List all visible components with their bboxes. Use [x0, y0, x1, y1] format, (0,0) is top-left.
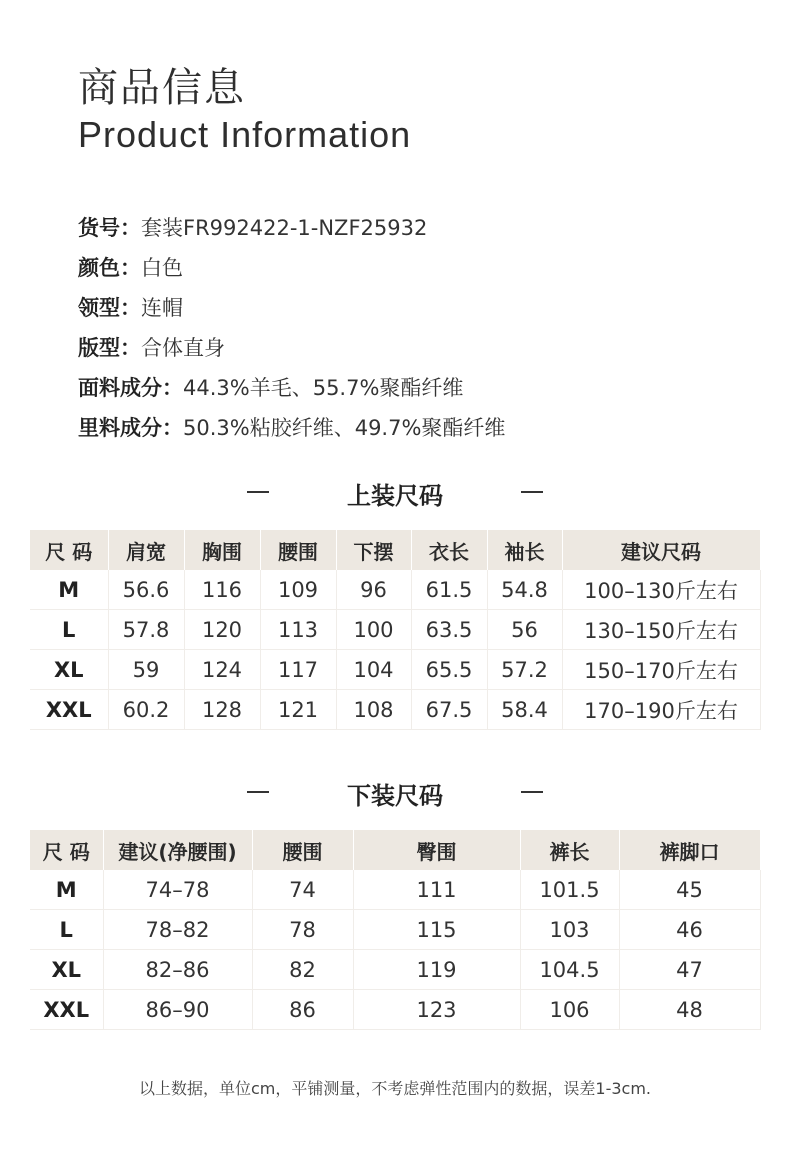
info-key: 里料成分：: [78, 416, 183, 440]
info-row-fabric: [78, 368, 505, 408]
info-key: 颜色：: [78, 256, 141, 280]
table-cell: 46: [619, 910, 760, 950]
table-cell: 121: [260, 690, 336, 730]
table-row: [30, 690, 760, 730]
table-header-row: [30, 530, 760, 570]
info-key: 领型：: [78, 296, 141, 320]
column-header-shoulder: 肩宽: [108, 530, 184, 570]
info-key: 版型：: [78, 336, 141, 360]
table-cell: 78: [252, 910, 353, 950]
info-value: 50.3%粘胶纤维、49.7%聚酯纤维: [183, 416, 506, 440]
table-cell: 120: [184, 610, 260, 650]
table-cell: 117: [260, 650, 336, 690]
table-cell: 45: [619, 870, 760, 910]
table-cell: 96: [336, 570, 411, 610]
table-cell: XL: [30, 950, 103, 990]
table-cell: 150–170斤左右: [562, 650, 760, 690]
top-size-section-header: [0, 472, 790, 512]
table-row: [30, 870, 760, 910]
table-row: [30, 650, 760, 690]
table-cell: 86–90: [103, 990, 252, 1030]
table-row: [30, 990, 760, 1030]
table-cell: 59: [108, 650, 184, 690]
column-header-size: 尺 码: [30, 830, 103, 870]
info-row-fit: [78, 328, 505, 368]
column-header-length: 衣长: [411, 530, 487, 570]
info-key: 面料成分：: [78, 376, 183, 400]
info-value: 合体直身: [141, 336, 225, 360]
table-cell: 130–150斤左右: [562, 610, 760, 650]
table-cell: 61.5: [411, 570, 487, 610]
table-cell: 109: [260, 570, 336, 610]
column-header-waist: 腰围: [260, 530, 336, 570]
table-cell: 63.5: [411, 610, 487, 650]
info-row-lining: [78, 408, 505, 448]
column-header-size: 尺 码: [30, 530, 108, 570]
table-cell: 58.4: [487, 690, 562, 730]
info-value: 白色: [141, 256, 183, 280]
info-value: 套装FR992422-1-NZF25932: [141, 216, 428, 240]
page-title-en: Product Information: [78, 114, 412, 155]
info-row-item-number: [78, 208, 505, 248]
info-value: 连帽: [141, 296, 183, 320]
top-size-table: [30, 530, 761, 730]
table-row: [30, 570, 760, 610]
column-header-leg-opening: 裤脚口: [619, 830, 760, 870]
top-size-title: 上装尺码: [347, 482, 443, 510]
table-cell: 54.8: [487, 570, 562, 610]
table-cell: 74: [252, 870, 353, 910]
table-cell: 78–82: [103, 910, 252, 950]
column-header-suggested-size: 建议尺码: [562, 530, 760, 570]
table-cell: 56.6: [108, 570, 184, 610]
bottom-size-table: [30, 830, 761, 1030]
table-cell: 128: [184, 690, 260, 730]
table-cell: 86: [252, 990, 353, 1030]
table-cell: 48: [619, 990, 760, 1030]
table-cell: 124: [184, 650, 260, 690]
table-cell: 74–78: [103, 870, 252, 910]
column-header-hem: 下摆: [336, 530, 411, 570]
bottom-size-section-header: [0, 772, 790, 812]
table-cell: 119: [353, 950, 520, 990]
table-cell: 106: [520, 990, 619, 1030]
table-cell: XL: [30, 650, 108, 690]
table-cell: 67.5: [411, 690, 487, 730]
table-cell: M: [30, 870, 103, 910]
dash-divider: [521, 791, 543, 793]
column-header-sleeve: 袖长: [487, 530, 562, 570]
table-cell: 60.2: [108, 690, 184, 730]
table-cell: 65.5: [411, 650, 487, 690]
table-header-row: [30, 830, 760, 870]
table-cell: 56: [487, 610, 562, 650]
table-cell: 115: [353, 910, 520, 950]
table-row: [30, 910, 760, 950]
column-header-chest: 胸围: [184, 530, 260, 570]
bottom-size-title: 下装尺码: [347, 782, 443, 810]
table-cell: 123: [353, 990, 520, 1030]
info-row-color: [78, 248, 505, 288]
table-cell: 108: [336, 690, 411, 730]
info-row-collar: [78, 288, 505, 328]
table-row: [30, 610, 760, 650]
table-cell: 170–190斤左右: [562, 690, 760, 730]
page-title-cn: 商品信息: [78, 65, 246, 111]
column-header-suggested-waist: 建议(净腰围): [103, 830, 252, 870]
table-cell: XXL: [30, 990, 103, 1030]
column-header-waist: 腰围: [252, 830, 353, 870]
table-cell: 82: [252, 950, 353, 990]
measurement-note: 以上数据，单位cm，平铺测量，不考虑弹性范围内的数据，误差1-3cm.: [139, 1079, 651, 1098]
table-cell: 100: [336, 610, 411, 650]
table-cell: 82–86: [103, 950, 252, 990]
column-header-pants-length: 裤长: [520, 830, 619, 870]
info-key: 货号：: [78, 216, 141, 240]
table-cell: 113: [260, 610, 336, 650]
table-cell: 116: [184, 570, 260, 610]
info-value: 44.3%羊毛、55.7%聚酯纤维: [183, 376, 464, 400]
product-info-list: [78, 208, 505, 448]
table-cell: XXL: [30, 690, 108, 730]
table-row: [30, 950, 760, 990]
table-cell: L: [30, 610, 108, 650]
table-cell: 100–130斤左右: [562, 570, 760, 610]
table-cell: 47: [619, 950, 760, 990]
table-cell: 111: [353, 870, 520, 910]
table-cell: 103: [520, 910, 619, 950]
dash-divider: [521, 491, 543, 493]
table-cell: 104: [336, 650, 411, 690]
table-cell: 101.5: [520, 870, 619, 910]
table-cell: 104.5: [520, 950, 619, 990]
table-cell: M: [30, 570, 108, 610]
column-header-hip: 臀围: [353, 830, 520, 870]
table-cell: 57.8: [108, 610, 184, 650]
table-cell: L: [30, 910, 103, 950]
table-cell: 57.2: [487, 650, 562, 690]
